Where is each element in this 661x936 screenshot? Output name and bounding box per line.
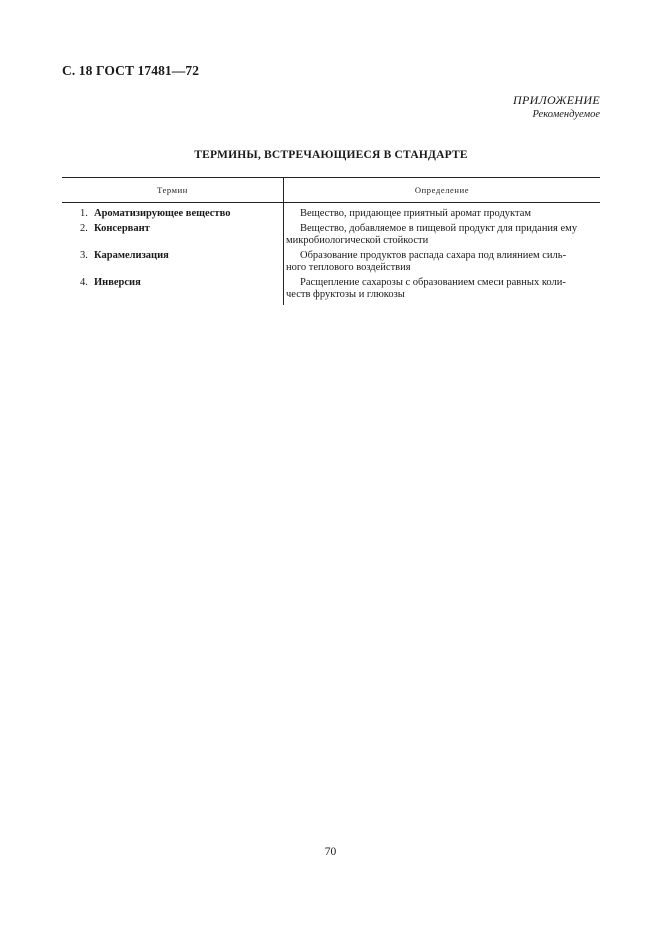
- terms-table: [62, 177, 600, 305]
- table-row: [62, 277, 600, 305]
- appendix-subtitle: Рекомендуемое: [532, 109, 600, 120]
- table-row: [62, 203, 600, 221]
- running-head: С. 18 ГОСТ 17481—72: [62, 63, 200, 78]
- page-number: 70: [324, 846, 337, 858]
- term-cell: [62, 250, 284, 274]
- definition-cell: [284, 223, 601, 247]
- definition-text-continued: микробиологической стойкости: [286, 235, 429, 246]
- column-header-definition: Определение: [284, 178, 601, 203]
- definition-cell: [284, 203, 601, 221]
- definition-cell: [284, 277, 601, 305]
- term-name: Ароматизирующее вещество: [94, 208, 231, 219]
- table-title: ТЕРМИНЫ, ВСТРЕЧАЮЩИЕСЯ В СТАНДАРТЕ: [194, 149, 468, 161]
- table-row: [62, 250, 600, 274]
- definition-text: Расщепление сахарозы с образованием смеси равных коли-: [300, 277, 566, 288]
- definition-text: Вещество, добавляемое в пищевой продукт для придания ему: [300, 223, 578, 234]
- term-cell: [62, 223, 284, 247]
- term-name: Карамелизация: [94, 250, 169, 261]
- table-header-row: [62, 178, 600, 203]
- definition-cell: [284, 250, 601, 274]
- term-number: 1.: [80, 208, 88, 219]
- term-number: 3.: [80, 250, 88, 261]
- term-cell: [62, 203, 284, 221]
- table-row: [62, 223, 600, 247]
- term-name: Консервант: [94, 223, 150, 234]
- definition-text: Образование продуктов распада сахара под влиянием силь-: [300, 250, 567, 261]
- term-name: Инверсия: [94, 277, 141, 288]
- column-header-term: Термин: [62, 178, 284, 203]
- appendix-label: [513, 93, 600, 121]
- definition-text-continued: честв фруктозы и глюкозы: [286, 289, 405, 300]
- term-number: 2.: [80, 223, 88, 234]
- definition-text: Вещество, придающее приятный аромат продуктам: [300, 208, 532, 219]
- term-number: 4.: [80, 277, 88, 288]
- term-cell: [62, 277, 284, 305]
- definition-text-continued: ного теплового воздействия: [286, 262, 411, 273]
- appendix-title: ПРИЛОЖЕНИЕ: [513, 93, 600, 107]
